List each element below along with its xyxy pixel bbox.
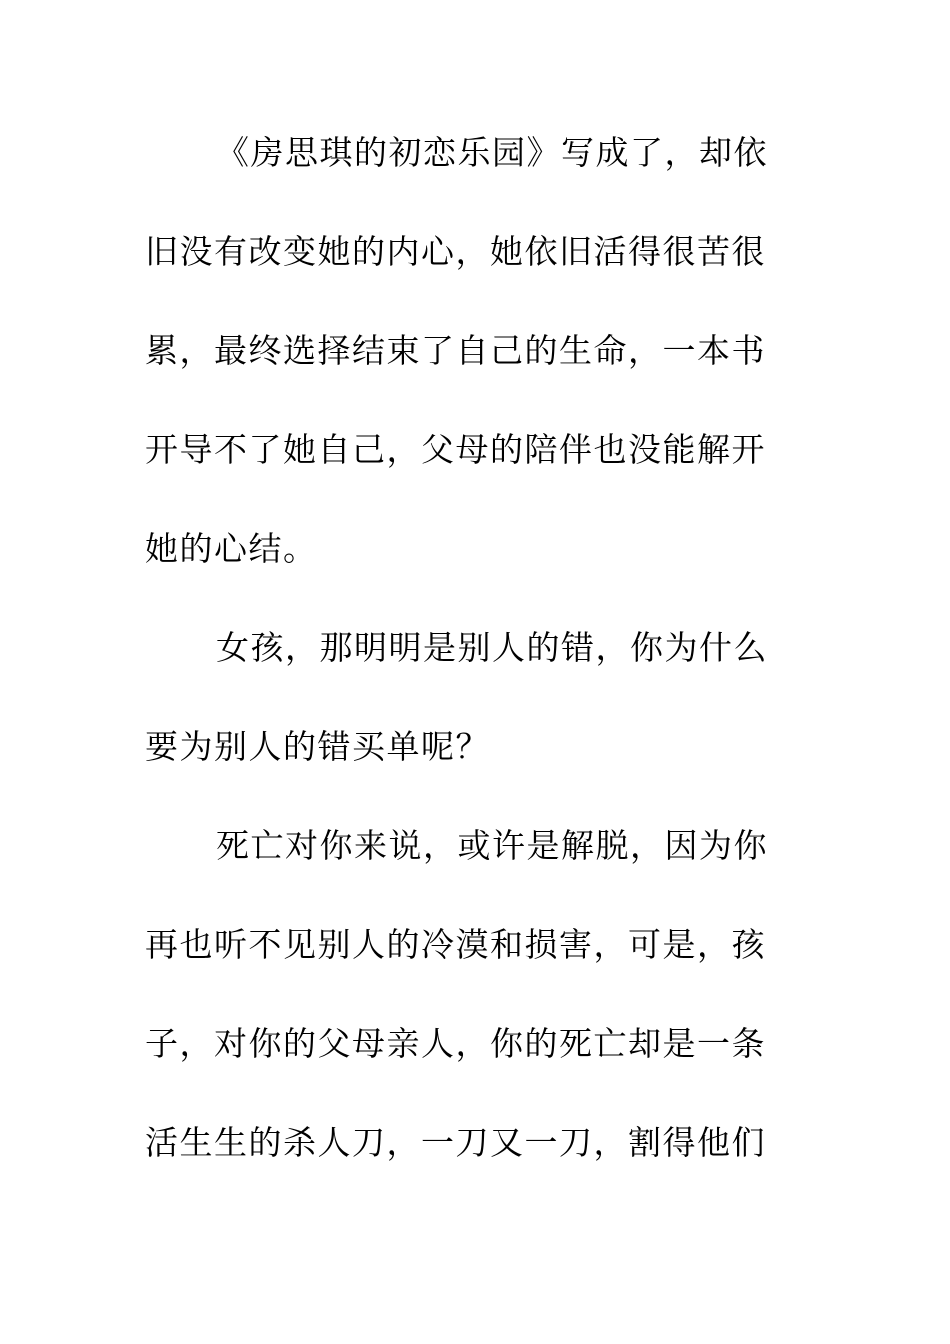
text-line: 子，对你的父母亲人，你的死亡却是一条	[145, 1024, 766, 1063]
text-line: 旧没有改变她的内心，她依旧活得很苦很	[145, 232, 766, 271]
text-line: 活生生的杀人刀，一刀又一刀，割得他们	[145, 1123, 766, 1162]
text-line: 女孩，那明明是别人的错，你为什么	[216, 628, 768, 667]
text-line: 再也听不见别人的冷漠和损害，可是，孩	[145, 925, 766, 964]
text-line: 累，最终选择结束了自己的生命，一本书	[145, 331, 766, 370]
text-line: 她的心结。	[145, 529, 318, 568]
text-line: 开导不了她自己，父母的陪伴也没能解开	[145, 430, 766, 469]
body-text	[145, 125, 785, 1214]
paragraph-2	[145, 620, 785, 818]
text-line: 死亡对你来说，或许是解脱，因为你	[216, 826, 768, 865]
text-line: 要为别人的错买单呢？	[145, 727, 490, 766]
text-line: 《房思琪的初恋乐园》写成了，却依	[216, 133, 768, 172]
paragraph-1	[145, 125, 785, 620]
paragraph-3	[145, 818, 785, 1214]
